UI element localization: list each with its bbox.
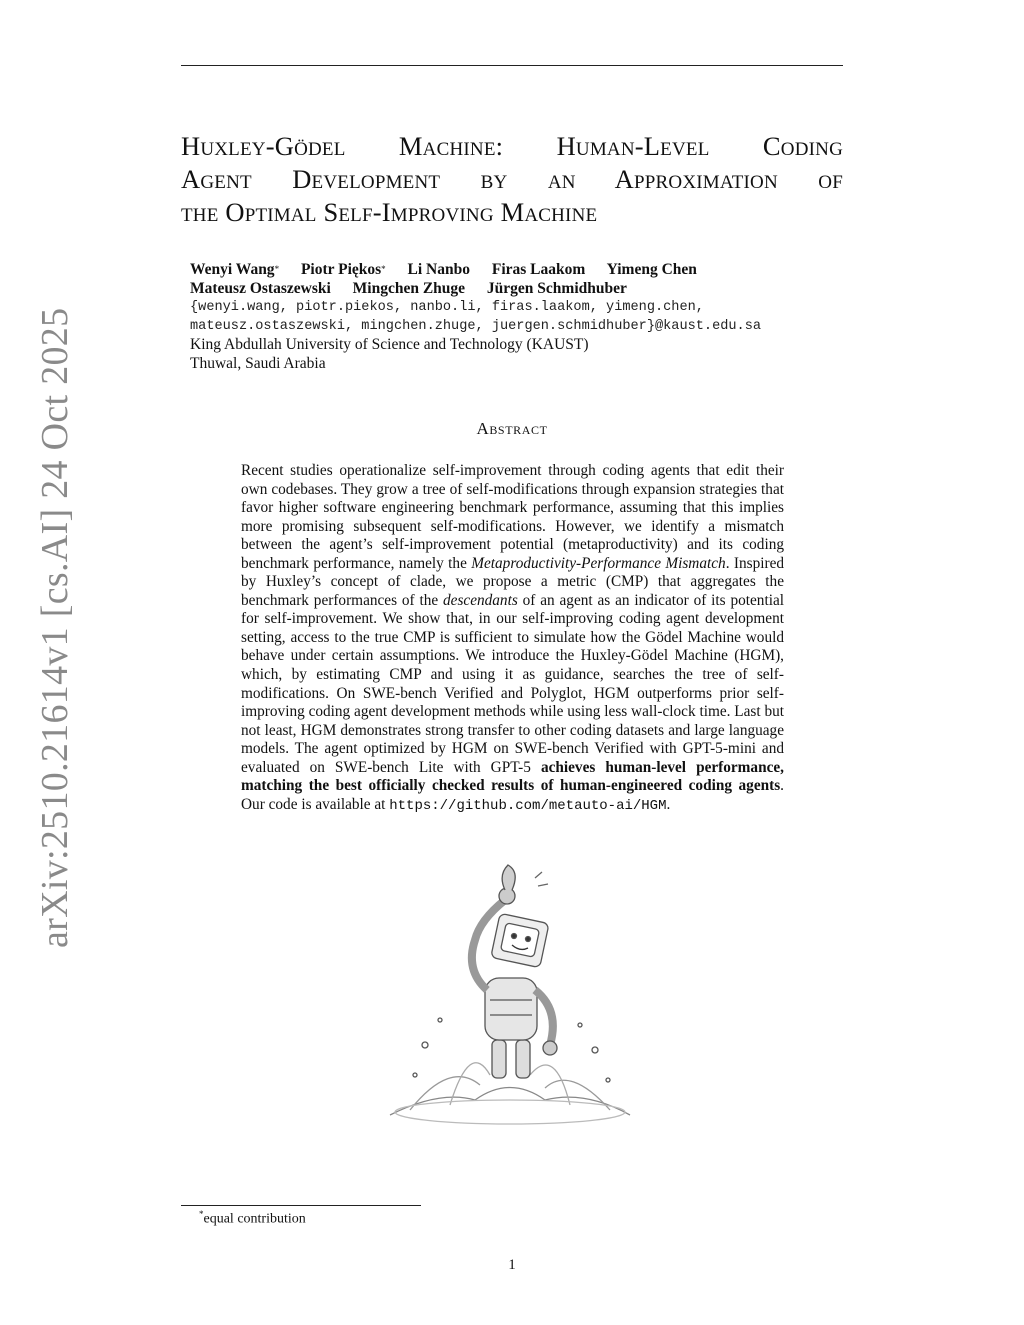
author: Firas Laakom [491, 261, 586, 278]
affiliation-line: Thuwal, Saudi Arabia [190, 355, 326, 372]
top-rule [181, 65, 843, 66]
paper-title [181, 130, 843, 229]
author-block [190, 260, 830, 298]
arxiv-side-stamp: arXiv:2510.21614v1 [cs.AI] 24 Oct 2025 [34, 307, 76, 948]
title-line-3: the Optimal Self-Improving Machine [181, 197, 598, 227]
abstract-body: Recent studies operationalize self-improvement through coding agents that edit their own codebases. They grow a tree of self-modifications through expansion strategies that favor higher software engineering benchmark performance, assuming that this implies more promising subsequent self-modifications. However, we identify a mismatch between the agent’s self-improvement potential (metaproductivity) and its coding benchmark performance, namely the Metaproductivity-Performance Mismatch. Inspired by Huxley’s concept of clade, we propose a metric (CMP) that aggregates the benchmark performances of the descendants of an agent as an indicator of its potential for self-improvement. We show that, in our self-improving coding agent development setting, access to the true CMP is sufficient to simulate how the Gödel Machine would behave under certain assumptions. We introduce the Huxley-Gödel Machine (HGM), which, by estimating CMP and using it as guidance, searches the tree of self-modifications. On SWE-bench Verified and Polyglot, HGM outperforms prior self-improving coding agent development methods while using less wall-clock time. Last but not least, HGM demonstrates strong transfer to other coding datasets and large language models. The agent optimized by HGM on SWE-bench Verified with GPT-5-mini and evaluated on SWE-bench Lite with GPT-5 achieves human-level performance, matching the best officially checked results of human-engineered coding agents. Our code is available at https://github.com/metauto-ai/HGM. [241, 462, 785, 814]
affiliation [190, 335, 589, 373]
footnote-rule [181, 1205, 421, 1206]
author-row-2 [190, 279, 830, 298]
author: Li Nanbo [407, 261, 470, 278]
author-row-1 [190, 260, 830, 279]
author-emails [190, 298, 761, 336]
robot-illustration [380, 860, 640, 1130]
email-line: {wenyi.wang, piotr.piekos, nanbo.li, firas.laakom, yimeng.chen, [190, 300, 704, 315]
author: Mingchen Zhuge [352, 280, 466, 297]
affiliation-line: King Abdullah University of Science and Technology (KAUST) [190, 336, 589, 353]
title-line-1: Huxley-Gödel Machine: Human-Level Coding [181, 131, 843, 161]
code-link[interactable]: https://github.com/metauto-ai/HGM [389, 797, 667, 814]
author: Yimeng Chen [606, 261, 697, 278]
author: Mateusz Ostaszewski [190, 280, 331, 297]
footnote: *equal contribution [199, 1209, 306, 1227]
page-number: 1 [508, 1257, 516, 1273]
title-line-2: Agent Development by an Approximation of [181, 164, 843, 194]
author: Piotr Piękos* [300, 261, 386, 278]
abstract-heading: Abstract [476, 419, 548, 438]
email-line: mateusz.ostaszewski, mingchen.zhuge, juergen.schmidhuber}@kaust.edu.sa [190, 319, 762, 334]
author: Jürgen Schmidhuber [486, 280, 627, 297]
author: Wenyi Wang* [190, 261, 280, 278]
